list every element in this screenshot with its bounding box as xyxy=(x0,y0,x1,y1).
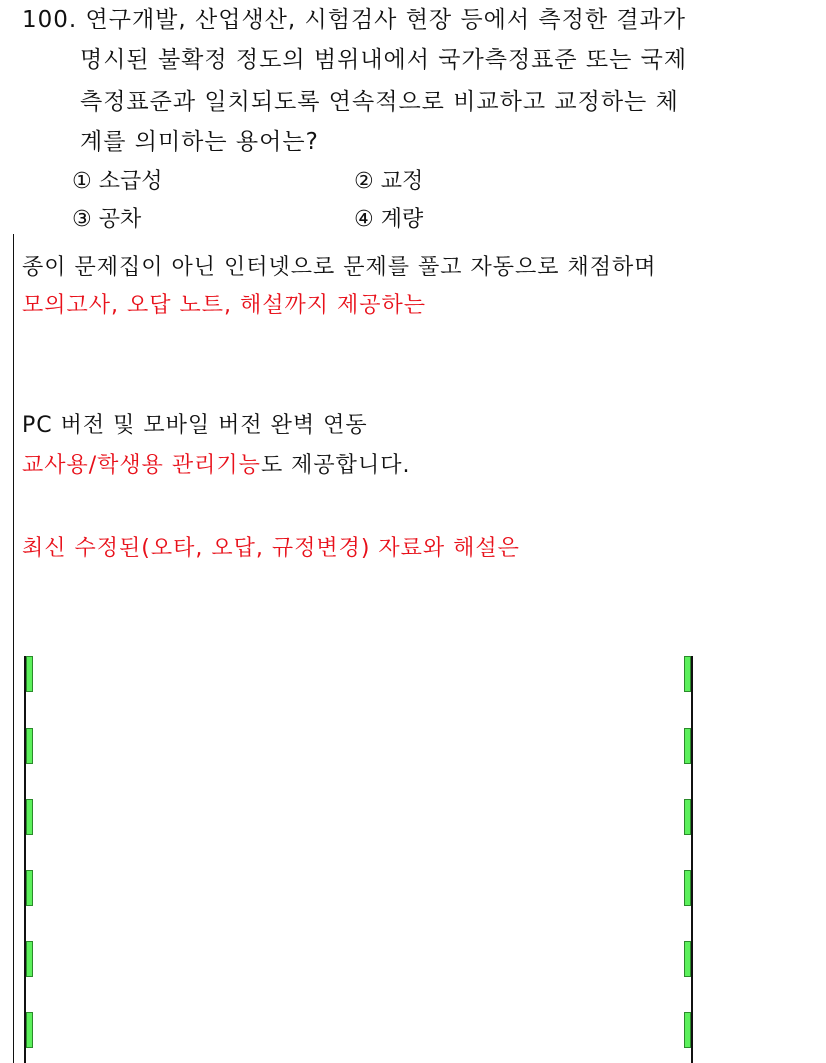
ad-frame-left-marker xyxy=(26,1012,33,1048)
ad-frame-right-edge xyxy=(691,656,693,1063)
ad-frame-left-marker xyxy=(26,799,33,835)
choice-2: ② 교정 xyxy=(354,169,424,194)
promo-line-3: PC 버전 및 모바일 버전 완벽 연동 xyxy=(22,413,368,438)
question-line-4: 계를 의미하는 용어는? xyxy=(80,129,319,155)
promo-line-4-rest: 도 제공합니다. xyxy=(260,453,411,478)
choice-3: ③ 공차 xyxy=(72,207,142,232)
ad-frame-right-marker xyxy=(684,799,691,835)
ad-frame-left-marker xyxy=(26,941,33,977)
ad-frame-left-marker xyxy=(26,870,33,906)
promo-line-4 xyxy=(22,451,410,481)
question-line-1: 100. 연구개발, 산업생산, 시험검사 현장 등에서 측정한 결과가 xyxy=(22,7,687,33)
ad-frame-left-marker xyxy=(26,728,33,764)
ad-frame-right-marker xyxy=(684,1012,691,1048)
left-border-rule xyxy=(13,234,14,1063)
ad-frame-left-edge xyxy=(24,656,26,1063)
ad-frame-left-marker xyxy=(26,656,33,692)
ad-frame-right-marker xyxy=(684,728,691,764)
promo-line-2: 모의고사, 오답 노트, 해설까지 제공하는 xyxy=(22,293,426,318)
question-line-3: 측정표준과 일치되도록 연속적으로 비교하고 교정하는 체 xyxy=(80,89,679,115)
promo-line-5: 최신 수정된(오타, 오답, 규정변경) 자료와 해설은 xyxy=(22,536,520,561)
ad-frame-right-marker xyxy=(684,870,691,906)
promo-line-1: 종이 문제집이 아닌 인터넷으로 문제를 풀고 자동으로 채점하며 xyxy=(22,255,657,280)
choice-1: ① 소급성 xyxy=(72,169,163,194)
promo-line-4-highlight: 교사용/학생용 관리기능 xyxy=(22,453,261,478)
ad-frame-right-marker xyxy=(684,941,691,977)
question-line-2: 명시된 불확정 정도의 범위내에서 국가측정표준 또는 국제 xyxy=(80,47,688,73)
choice-4: ④ 계량 xyxy=(354,207,424,232)
ad-frame-right-marker xyxy=(684,656,691,692)
